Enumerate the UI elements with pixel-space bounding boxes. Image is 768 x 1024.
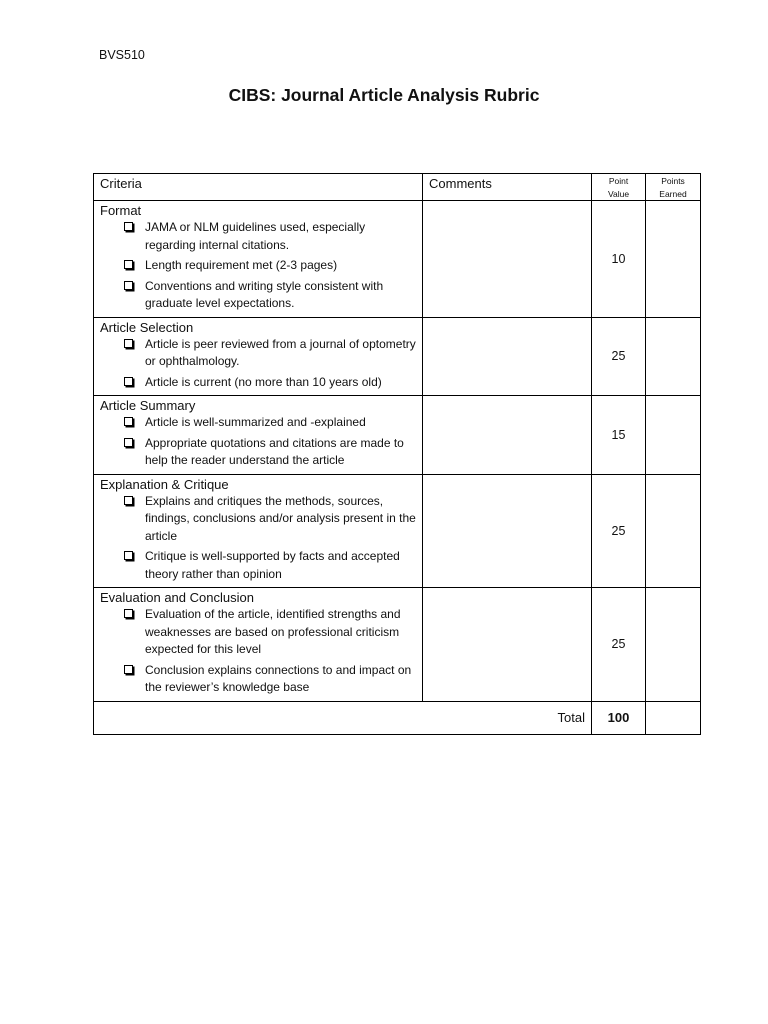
course-code: BVS510 xyxy=(99,48,145,62)
point-value-cell: 25 xyxy=(592,588,646,702)
comments-cell[interactable] xyxy=(423,396,592,475)
point-value-column-header xyxy=(592,174,646,201)
rubric-table xyxy=(93,173,701,735)
criteria-title: Format xyxy=(100,203,142,218)
points-earned-header-line1: Points xyxy=(661,176,685,186)
points-earned-header-line2: Earned xyxy=(659,189,687,199)
criteria-list xyxy=(100,336,418,392)
criteria-item-text: Article is current (no more than 10 years old) xyxy=(145,374,382,389)
table-row xyxy=(94,396,701,475)
criteria-cell xyxy=(94,201,423,318)
total-label: Total xyxy=(94,701,592,734)
list-item xyxy=(124,414,418,432)
criteria-cell xyxy=(94,317,423,396)
checkbox-icon xyxy=(124,609,133,618)
checkbox-icon xyxy=(124,496,133,505)
point-value-cell: 10 xyxy=(592,201,646,318)
criteria-title: Evaluation and Conclusion xyxy=(100,590,254,605)
comments-cell[interactable] xyxy=(423,474,592,588)
point-value-header-line2: Value xyxy=(607,189,630,199)
criteria-column-header xyxy=(94,174,423,201)
criteria-cell xyxy=(94,588,423,702)
criteria-item-text: Length requirement met (2-3 pages) xyxy=(145,258,338,272)
points-earned-cell[interactable] xyxy=(646,588,701,702)
criteria-header-label: Criteria xyxy=(100,176,142,191)
list-item xyxy=(124,374,418,392)
criteria-cell xyxy=(94,396,423,475)
criteria-item-text: Evaluation of the article, identified strengths and weaknesses are based on professional criticism expected for this level xyxy=(145,607,401,656)
criteria-list xyxy=(100,414,418,470)
table-row xyxy=(94,474,701,588)
criteria-item-text: Critique is well-supported by facts and accepted theory rather than opinion xyxy=(145,549,400,581)
list-item xyxy=(124,493,418,546)
criteria-list xyxy=(100,219,418,313)
list-item xyxy=(124,662,418,697)
checkbox-icon xyxy=(124,551,133,560)
comments-header-label: Comments xyxy=(429,176,492,191)
point-value-cell: 25 xyxy=(592,317,646,396)
checkbox-icon xyxy=(124,222,133,231)
points-earned-cell[interactable] xyxy=(646,396,701,475)
criteria-list xyxy=(100,493,418,584)
criteria-title: Explanation & Critique xyxy=(100,476,229,492)
list-item xyxy=(124,278,418,313)
criteria-item-text: Explains and critiques the methods, sources, findings, conclusions and/or analysis present in the article xyxy=(145,493,416,543)
list-item xyxy=(124,548,418,583)
points-earned-cell[interactable] xyxy=(646,201,701,318)
criteria-cell xyxy=(94,474,423,588)
points-earned-cell[interactable] xyxy=(646,317,701,396)
checkbox-icon xyxy=(124,665,133,674)
table-row xyxy=(94,588,701,702)
point-value-header-line1: Point xyxy=(608,176,629,186)
list-item xyxy=(124,219,418,254)
list-item xyxy=(124,257,418,275)
list-item xyxy=(124,606,418,659)
point-value-cell: 15 xyxy=(592,396,646,475)
criteria-item-text: JAMA or NLM guidelines used, especially regarding internal citations. xyxy=(145,220,366,252)
table-header-row xyxy=(94,174,701,201)
criteria-list xyxy=(100,606,418,697)
criteria-item-text: Article is well-summarized and -explained xyxy=(145,415,366,429)
checkbox-icon xyxy=(124,281,133,290)
points-earned-column-header xyxy=(646,174,701,201)
points-earned-cell[interactable] xyxy=(646,474,701,588)
total-value: 100 xyxy=(592,701,646,734)
list-item xyxy=(124,336,418,371)
comments-cell[interactable] xyxy=(423,588,592,702)
comments-cell[interactable] xyxy=(423,201,592,318)
criteria-item-text: Conventions and writing style consistent with graduate level expectations. xyxy=(145,278,384,310)
checkbox-icon xyxy=(124,339,133,348)
checkbox-icon xyxy=(124,377,133,386)
point-value-cell: 25 xyxy=(592,474,646,588)
comments-column-header xyxy=(423,174,592,201)
total-row xyxy=(94,701,701,734)
list-item xyxy=(124,435,418,470)
checkbox-icon xyxy=(124,260,133,269)
criteria-item-text: Article is peer reviewed from a journal of optometry or ophthalmology. xyxy=(145,336,416,368)
table-row xyxy=(94,201,701,318)
criteria-title: Article Selection xyxy=(100,319,194,335)
table-row xyxy=(94,317,701,396)
criteria-item-text: Appropriate quotations and citations are made to help the reader understand the article xyxy=(145,435,404,467)
criteria-title: Article Summary xyxy=(100,398,196,413)
total-earned-cell[interactable] xyxy=(646,701,701,734)
page-title: CIBS: Journal Article Analysis Rubric xyxy=(228,85,540,105)
criteria-item-text: Conclusion explains connections to and impact on the reviewer’s knowledge base xyxy=(145,662,412,694)
checkbox-icon xyxy=(124,417,133,426)
checkbox-icon xyxy=(124,438,133,447)
comments-cell[interactable] xyxy=(423,317,592,396)
